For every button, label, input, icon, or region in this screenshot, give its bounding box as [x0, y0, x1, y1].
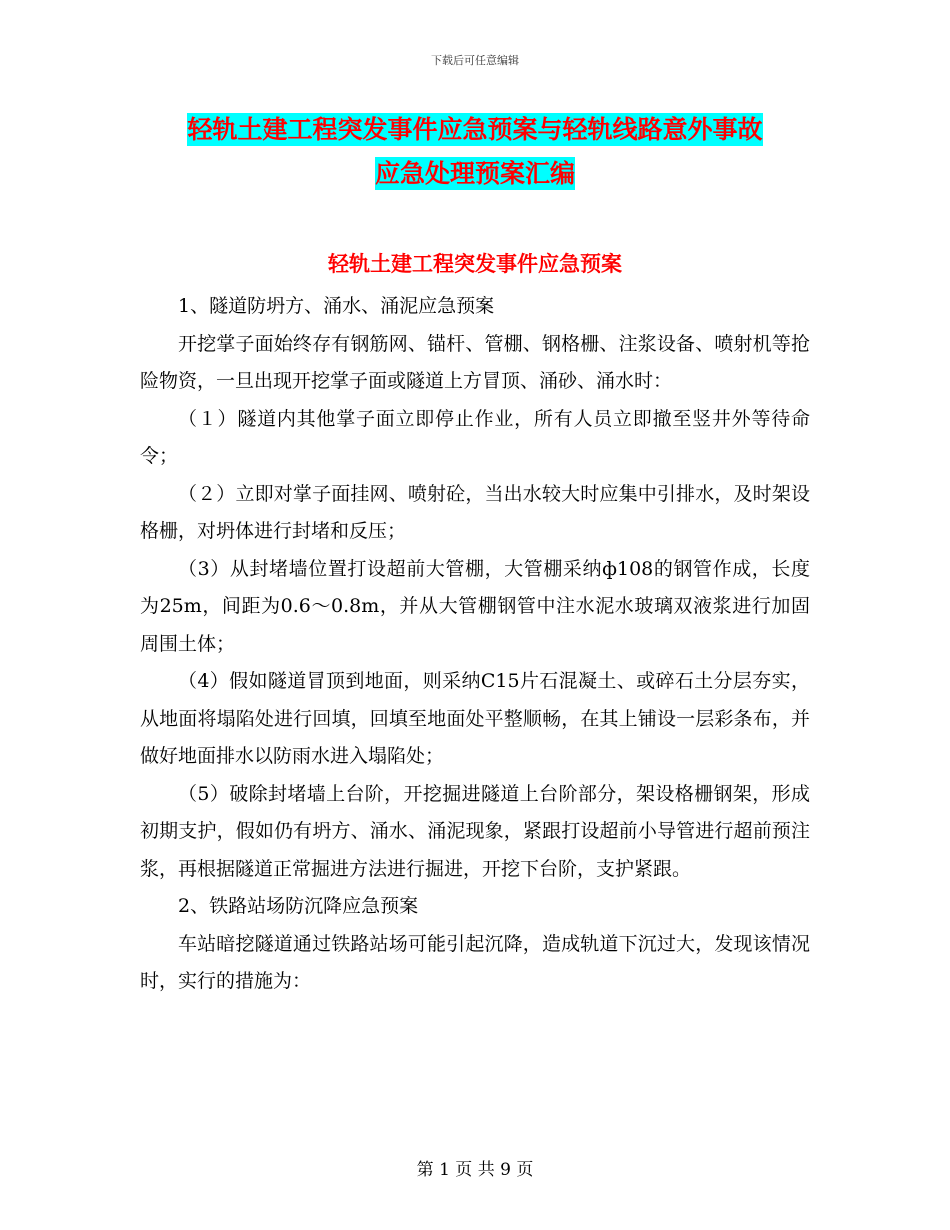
section-title: 轻轨土建工程突发事件应急预案 — [328, 252, 622, 276]
paragraph-item-5: （5）破除封堵墙上台阶，开挖掘进隧道上台阶部分，架设格栅钢架，形成初期支护，假如仍有坍方、涌水、涌泥现象，紧跟打设超前小导管进行超前预注浆，再根据隧道正常掘进方法进行掘进，开挖下台阶，支护紧跟。 — [140, 782, 810, 880]
paragraph-item-3: （3）从封堵墙位置打设超前大管棚，大管棚采纳ф108的钢管作成，长度为25m，间距为0.6～0.8m，并从大管棚钢管中注水泥水玻璃双液浆进行加固周围土体； — [140, 557, 810, 655]
document-title-line-1: 轻轨土建工程突发事件应急预案与轻轨线路意外事故 — [187, 115, 763, 144]
document-title-line-2: 应急处理预案汇编 — [374, 159, 575, 188]
document-title — [140, 108, 810, 196]
paragraph-item-4: （4）假如隧道冒顶到地面，则采纳C15片石混凝土、或碎石土分层夯实，从地面将塌陷处进行回填，回填至地面处平整顺畅，在其上铺设一层彩条布，并做好地面排水以防雨水进入塌陷处； — [140, 670, 810, 767]
paragraph-item-2: （２）立即对掌子面挂网、喷射砼，当出水较大时应集中引排水，及时架设格栅，对坍体进行封堵和反压； — [140, 482, 810, 542]
paragraph-heading-1: 1、隧道防坍方、涌水、涌泥应急预案 — [178, 295, 495, 317]
header-note: 下载后可任意编辑 — [431, 54, 519, 67]
paragraph-item-1: （１）隧道内其他掌子面立即停止作业，所有人员立即撤至竖井外等待命令； — [140, 407, 810, 467]
paragraph: 开挖掌子面始终存有钢筋网、锚杆、管棚、钢格栅、注浆设备、喷射机等抢险物资，一旦出现开挖掌子面或隧道上方冒顶、涌砂、涌水时： — [140, 332, 810, 392]
paragraph: 车站暗挖隧道通过铁路站场可能引起沉降，造成轨道下沉过大，发现该情况时，实行的措施为： — [140, 932, 810, 992]
paragraph-heading-2: 2、铁路站场防沉降应急预案 — [178, 895, 419, 917]
document-body — [140, 288, 810, 1001]
page-number-footer: 第 1 页 共 9 页 — [416, 1160, 534, 1180]
